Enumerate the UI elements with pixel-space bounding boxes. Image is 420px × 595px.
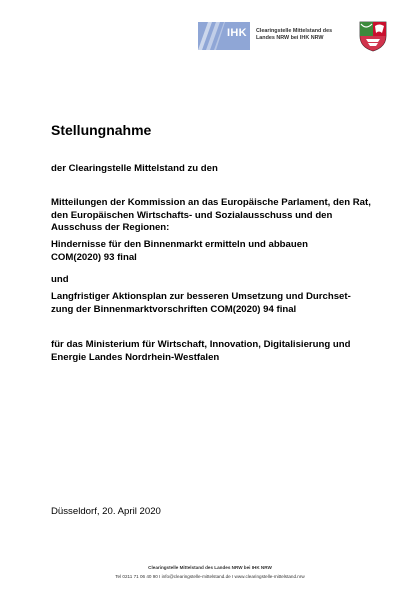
nrw-coat-of-arms-logo — [358, 20, 388, 52]
ministerium-paragraph: für das Ministerium für Wirtschaft, Innovation, Digitalisierung und Energie Landes Nordrhein-Westfalen — [51, 339, 351, 363]
clearingstelle-name-line1: Clearingstelle Mittelstand des — [256, 28, 333, 34]
footer-line1: Clearingstelle Mittelstand des Landes NRW bei IHK NRW — [148, 565, 272, 570]
und-text: und — [51, 274, 69, 285]
hindernisse-paragraph — [51, 239, 371, 264]
clearingstelle-name-line2: Landes NRW bei IHK NRW — [256, 35, 324, 41]
langfristiger-line2: zung der Binnenmarktvorschriften COM(2020) 94 final — [51, 303, 297, 315]
document-subtitle: der Clearingstelle Mittelstand zu den — [51, 163, 218, 174]
ihk-logo-text: IHK — [227, 27, 247, 39]
langfristiger-line1: Langfristiger Aktionsplan zur besseren Umsetzung und Durchset- — [51, 291, 351, 302]
langfristiger-paragraph — [51, 291, 371, 316]
document-date: Düsseldorf, 20. April 2020 — [51, 506, 161, 517]
mitteilungen-paragraph: Mitteilungen der Kommission an das Europäische Parlament, den Rat, den Europäischen Wirtschafts- und Sozialausschuss und den Ausschuss der Regionen: — [51, 197, 371, 234]
document-title: Stellungnahme — [51, 122, 152, 138]
hindernisse-line2: COM(2020) 93 final — [51, 251, 137, 263]
nrw-shield-icon — [358, 20, 388, 52]
hindernisse-line1: Hindernisse für den Binnenmarkt ermitteln und abbauen — [51, 239, 308, 250]
header-logos — [198, 22, 398, 50]
clearingstelle-name — [256, 28, 352, 42]
footer-contact-line: Tel 0211 71 06 40 90 I info@clearingstelle-mittelstand.de I www.clearingstelle-mittelstand.nrw — [115, 574, 305, 579]
ihk-logo — [198, 22, 250, 50]
